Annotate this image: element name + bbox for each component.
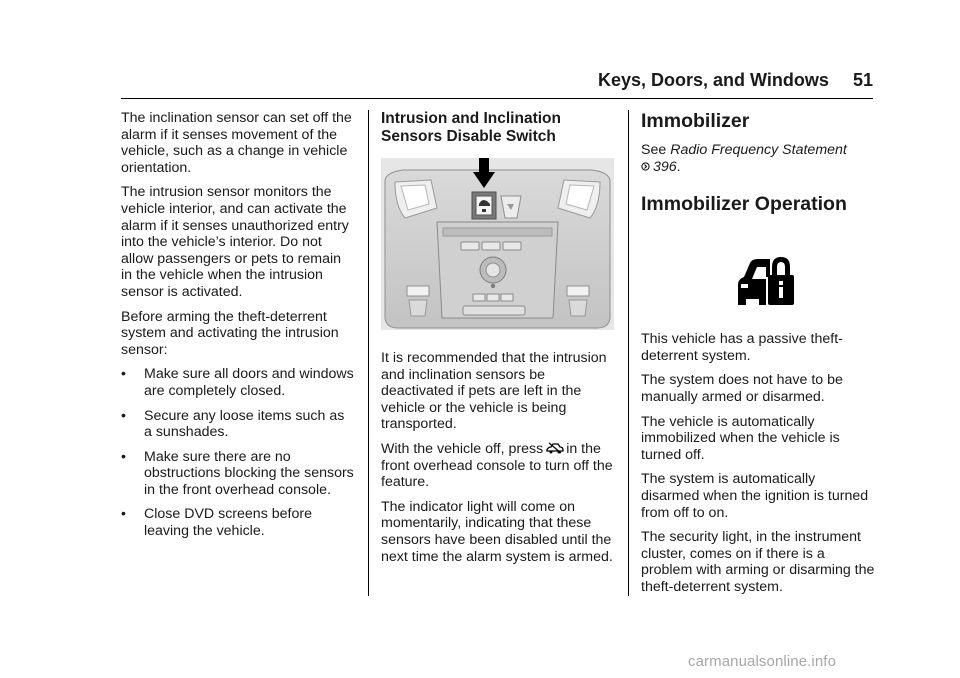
bullet-mark: • [121,407,126,424]
paragraph: This vehicle has a passive theft-deterrent system. [641,331,843,364]
paragraph: The security light, in the instrument cluster, comes on if there is a problem with arming or disarming the theft-deterrent system. [641,529,875,595]
page-reference-icon [641,162,650,171]
list-item [121,506,355,539]
bullet-mark: • [121,366,126,383]
paragraph: The intrusion sensor monitors the vehicle interior, and can activate the alarm if it senses unauthorized entry into the vehicle’s interior. Do not allow passengers or pets to remain in the vehicle when the intrusion sensor is activated. [121,184,349,300]
cross-reference [641,142,876,175]
paragraph: The indicator light will come on momentarily, indicating that these sensors have been disabled until the next time the alarm system is armed. [381,498,613,565]
reference-end: . [676,158,681,175]
paragraph: Before arming the theft-deterrent system and activating the intrusion sensor: [121,308,339,358]
bullet-list [121,366,355,539]
car-sensor-off-icon [546,442,564,454]
list-item-text: Make sure all doors and windows are completely closed. [144,366,354,399]
list-item [121,449,355,499]
paragraph-with-icon [381,441,614,491]
page-header [0,70,960,100]
section-heading: Immobilizer Operation [641,193,847,216]
column-divider [368,110,369,596]
column-middle [381,110,614,573]
list-item-text: Close DVD screens before leaving the vehicle. [144,506,312,540]
paragraph: The system does not have to be manually armed or disarmed. [641,372,843,405]
reference-page[interactable]: 396 [653,158,677,175]
reference-title[interactable]: Radio Frequency Statement [670,142,847,158]
list-item-text: Make sure there are no obstructions blocking the sensors in the front overhead console. [144,448,354,498]
watermark: carmanualsonline.info [688,653,837,670]
overhead-console-image [381,158,614,330]
list-item [121,366,355,399]
bullet-mark: • [121,448,126,465]
list-item-text: Secure any loose items such as a sunshades. [144,407,345,441]
car-padlock-icon [736,255,796,311]
paragraph: The inclination sensor can set off the alarm if it senses movement of the vehicle, such as a change in vehicle orientation. [121,110,352,176]
paragraph: The system is automatically disarmed when the ignition is turned from off to on. [641,471,869,521]
section-heading: Intrusion and Inclination Sensors Disable Switch [381,110,561,145]
running-title: Keys, Doors, and Windows [598,70,829,90]
inline-text: in the front overhead console to turn off the feature. [381,440,613,491]
section-heading: Immobilizer [641,110,750,132]
paragraph: The vehicle is automatically immobilized when the vehicle is turned off. [641,413,840,463]
see-label: See [641,142,667,158]
page-number: 51 [853,70,874,90]
column-left [121,110,355,548]
paragraph: It is recommended that the intrusion and inclination sensors be deactivated if pets are left in the vehicle or the vehicle is being transported. [381,350,607,433]
column-right [641,110,876,604]
list-item [121,408,355,441]
bullet-mark: • [121,506,126,523]
header-rule [121,98,873,99]
column-divider [628,110,629,596]
inline-text: With the vehicle off, press [381,440,544,457]
